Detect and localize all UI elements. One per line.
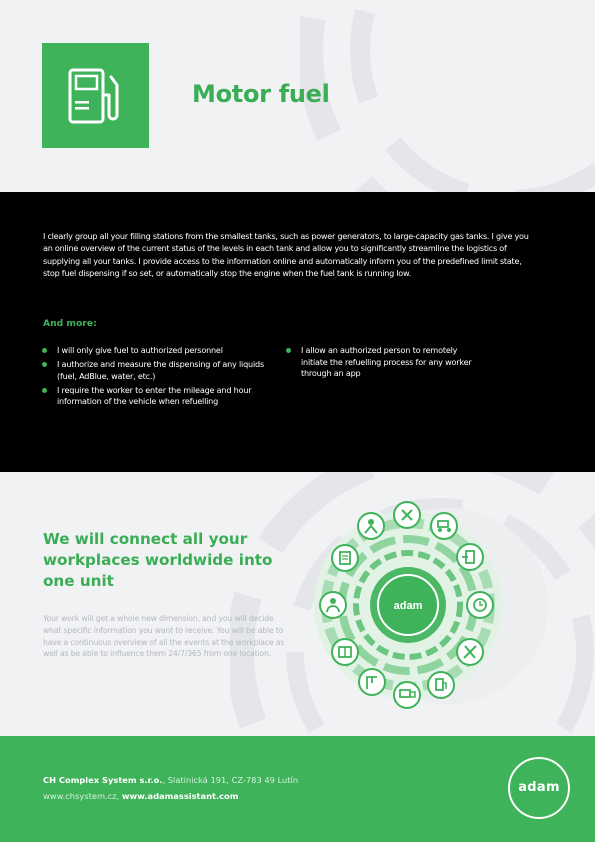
website-line [43, 791, 238, 801]
wrench-screwdriver-icon [457, 639, 483, 665]
list-item: I authorize and measure the dispensing of any liquids (fuel, AdBlue, water, etc.) [42, 359, 274, 382]
description-section [0, 192, 595, 472]
decorative-rings [300, 0, 595, 192]
website-link-chsystem[interactable]: www.chsystem.cz [43, 791, 117, 801]
and-more-heading: And more: [43, 318, 97, 329]
company-name: CH Complex System s.r.o. [43, 775, 163, 785]
adam-connection-wheel [308, 492, 558, 718]
intro-text: I clearly group all your filling stations from the smallest tanks, such as power generators, to large-capacity gas tanks. I give you an online overview of the current status of the levels in each tank and allow you to significantly streamline the logistics of supplying all your tanks. I provide access to the information online and automatically inform you of the predefined limit state, stop fuel dispensing if so set, or automatically stop the engine when the fuel tank is running low. [43, 231, 529, 278]
footer [0, 736, 595, 842]
crane-icon [359, 669, 385, 695]
page-title: Motor fuel [192, 80, 330, 108]
fuel-pump-icon [428, 672, 454, 698]
clock-icon [467, 592, 493, 618]
feature-list-right [286, 345, 486, 382]
adam-logo-text: adam [393, 600, 423, 612]
door-exit-icon [457, 544, 483, 570]
company-line [43, 775, 298, 785]
connect-heading: We will connect all your workplaces worldwide into one unit [43, 530, 273, 590]
company-address: , Slatinická 191, CZ-783 49 Lutín [162, 775, 299, 785]
website-link-adam[interactable]: www.adamassistant.com [121, 791, 239, 801]
book-icon [332, 639, 358, 665]
fuel-icon-box [42, 43, 149, 148]
truck-icon [394, 682, 420, 708]
list-item: I allow an authorized person to remotely initiate the refuelling process for any worker through an app [286, 345, 486, 380]
website-separator: , [116, 791, 122, 801]
connect-paragraph: Your work will get a whole new dimension, and you will decide what specific information you want to receive. You will be able to have a continuous overview of all the events at the workplace as well as be able to influence them 24/7/365 from one location. [43, 614, 285, 659]
feature-list-left [42, 345, 274, 410]
fuel-pump-icon [42, 43, 149, 148]
adam-footer-logo: adam [508, 757, 570, 819]
person-icon [320, 592, 346, 618]
document-icon [332, 545, 358, 571]
tractor-icon [431, 513, 457, 539]
header-section [0, 0, 595, 192]
list-item: I require the worker to enter the mileage and hour information of the vehicle when refuelling [42, 385, 274, 408]
worker-icon [358, 513, 384, 539]
connect-section [0, 472, 595, 736]
tools-icon [394, 502, 420, 528]
list-item: I will only give fuel to authorized personnel [42, 345, 274, 357]
